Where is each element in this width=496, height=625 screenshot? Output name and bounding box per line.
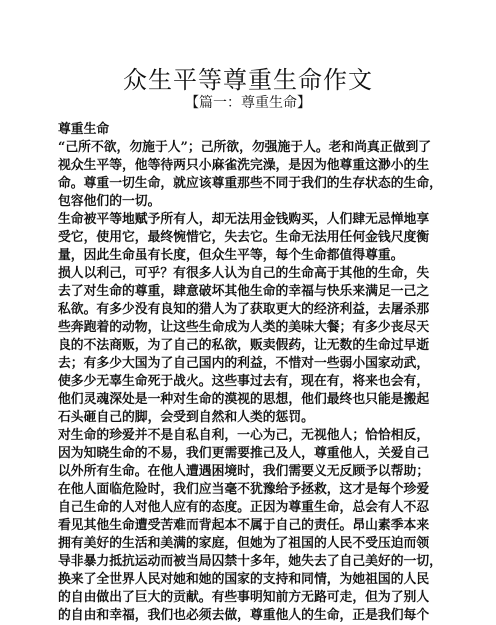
body-line: 损人以利己，可乎？有很多人认为自己的生命高于其他的生命，失 [58,266,430,281]
body-line: 自己生命的人对他人应有的态度。正因为尊重生命，总会有人不忍 [58,500,430,515]
body-line: 包容他们的一切。 [58,194,161,209]
body-line: 看见其他生命遭受苦难而背起本不属于自己的责任。昂山素季本来 [58,518,430,533]
document-body [58,121,458,625]
body-line: 视众生平等，他等待两只小麻雀洗完澡，是因为他尊重这渺小的生 [58,158,430,173]
body-line: 去；有多少大国为了自己国内的利益，不惜对一些弱小国家动武， [58,356,430,371]
body-line: 些奔跑着的动物，让这些生命成为人类的美味大餐；有多少丧尽天 [58,320,430,335]
body-line: 因为知晓生命的不易，我们更需要推己及人，尊重他人，关爱自己 [58,446,430,461]
body-line: 量，因此生命虽有长度，但众生平等，每个生命都值得尊重。 [58,248,404,263]
body-line: 导非暴力抵抗运动而被当局囚禁十多年，她失去了自己美好的一切， [58,554,442,569]
body-line: 去了对生命的尊重，肆意破坏其他生命的幸福与快乐来满足一己之 [58,284,430,299]
body-line: 使多少无辜生命死于战火。这些事过去有，现在有，将来也会有， [58,374,430,389]
body-line: 他们灵魂深处是一种对生命的漠视的思想，他们最终也只能是搬起 [58,392,430,407]
body-line: 的自由和幸福，我们也必须去做，尊重他人的生命，正是我们每个 [58,608,430,623]
body-line: 石头砸自己的脚，会受到自然和人类的惩罚。 [58,410,314,425]
body-line: “己所不欲，勿施于人”；己所欲，勿强施于人。老和尚真正做到了 [58,140,432,155]
body-line: 私欲。有多少没有良知的猎人为了获取更大的经济利益，去屠杀那 [58,302,430,317]
document-subtitle: 【篇一：尊重生命】 [185,95,311,111]
body-line: 换来了全世界人民对她和她的国家的支持和同情，为她祖国的人民 [58,572,430,587]
body-line: 命。尊重一切生命，就应该尊重那些不同于我们的生存状态的生命， [58,176,442,191]
body-line: 生命被平等地赋予所有人，却无法用金钱购买，人们肆无忌惮地享 [58,212,430,227]
body-line: 对生命的珍爱并不是自私自利，一心为己，无视他人；恰恰相反， [58,428,430,443]
body-line: 的自由做出了巨大的贡献。有些事明知前方无路可走，但为了别人 [58,590,430,605]
body-line: 在他人面临危险时，我们应当毫不犹豫给予拯救，这才是每个珍爱 [58,482,430,497]
section-heading: 尊重生命 [58,122,110,137]
body-line: 受它，使用它，最终惋惜它，失去它。生命无法用任何金钱尺度衡 [58,230,430,245]
body-line: 良的不法商贩，为了自己的私欲，贩卖假药，让无数的生命过早逝 [58,338,430,353]
body-line: 以外所有生命。在他人遭遇困境时，我们需要义无反顾予以帮助； [58,464,430,479]
body-line: 拥有美好的生活和美满的家庭，但她为了祖国的人民不受压迫而领 [58,536,430,551]
document-title: 众生平等尊重生命作文 [123,66,373,94]
